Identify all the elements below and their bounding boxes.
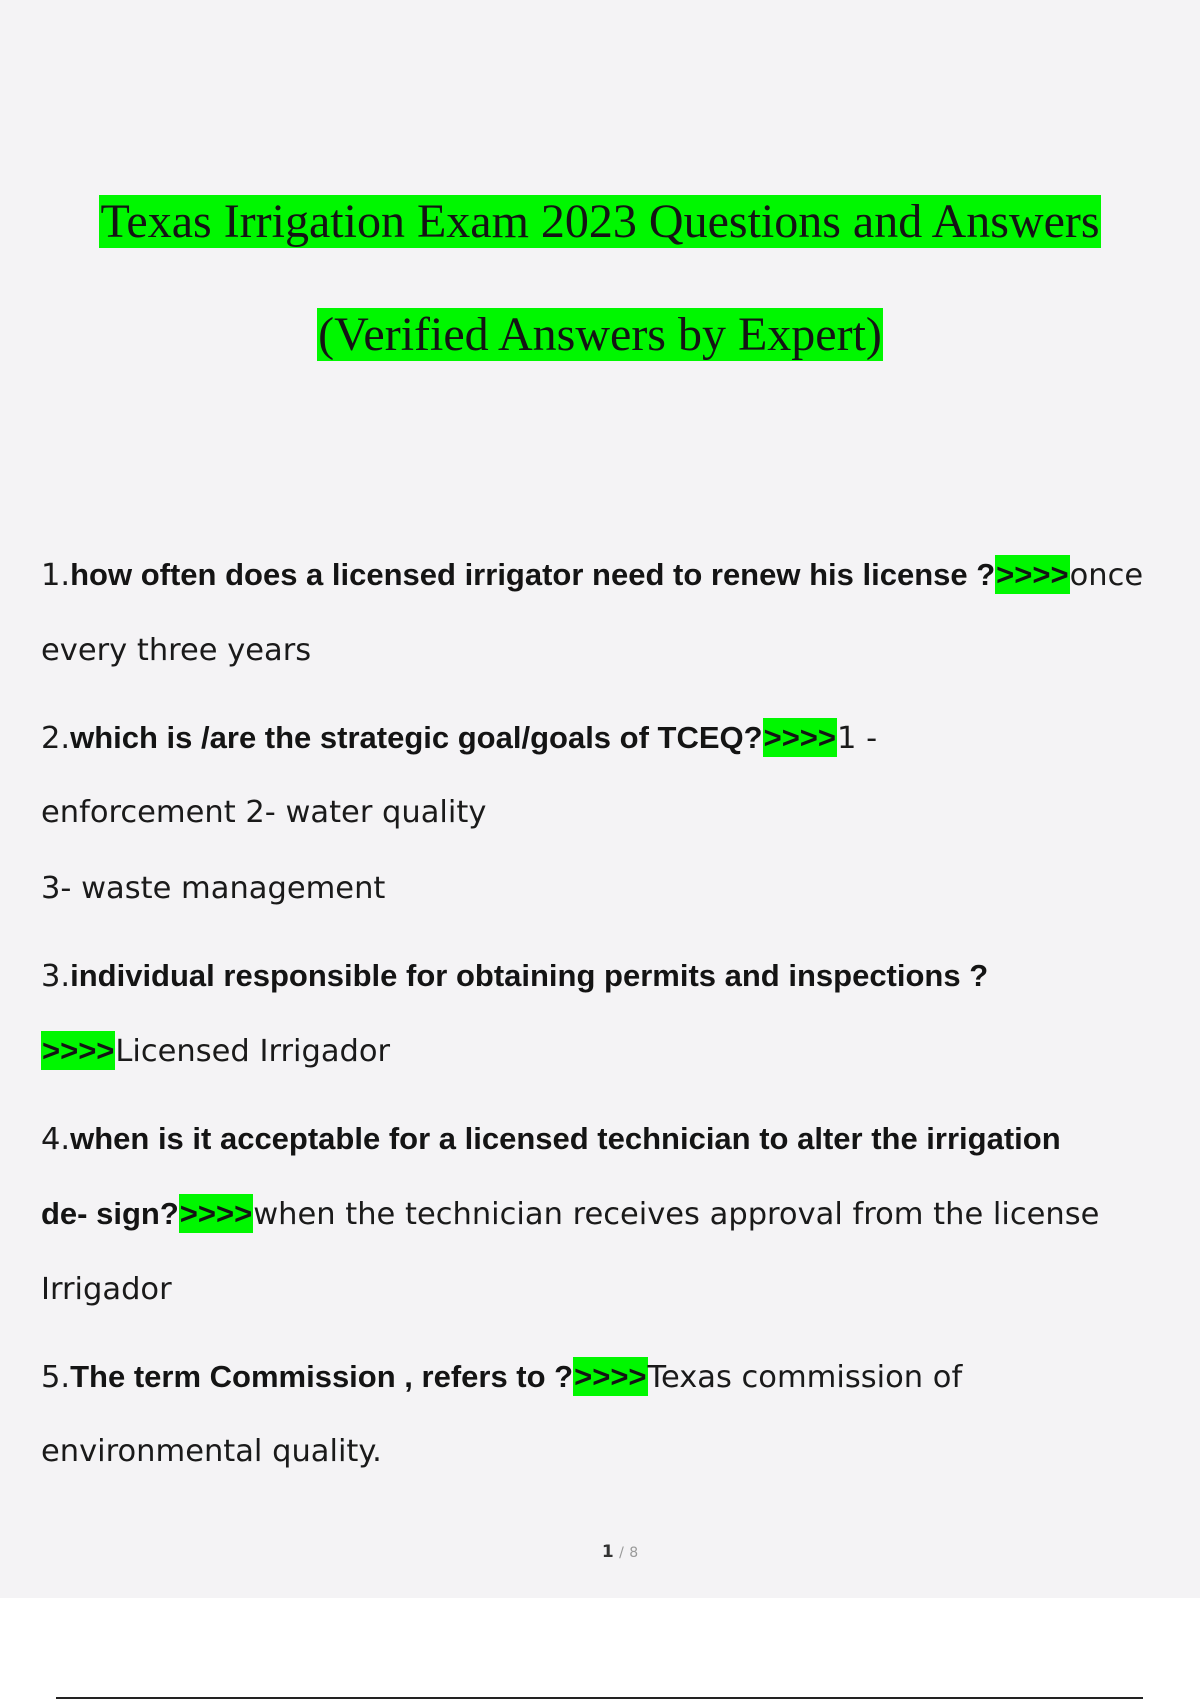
next-page-divider xyxy=(56,1697,1143,1699)
question-text: The term Commission , refers to ? xyxy=(70,1359,574,1394)
answer-text: once xyxy=(1069,558,1144,593)
answer-marker: >>>> xyxy=(996,557,1069,592)
answer-text: every three years xyxy=(41,633,312,668)
question-2-line-3 xyxy=(41,869,385,909)
current-page: 1 xyxy=(601,1542,614,1562)
question-number: 1. xyxy=(41,558,71,593)
total-pages: 8 xyxy=(629,1545,639,1561)
question-text: de- sign? xyxy=(41,1196,179,1231)
answer-text: when the technician receives approval from the license xyxy=(253,1197,1100,1232)
answer-text: 3- waste management xyxy=(41,871,386,906)
question-text: individual responsible for obtaining permits and inspections ? xyxy=(70,958,989,993)
question-2-line-2 xyxy=(41,793,486,833)
question-number: 4. xyxy=(41,1122,71,1157)
question-text: when is it acceptable for a licensed technician to alter the irrigation xyxy=(70,1121,1061,1156)
answer-text: Irrigador xyxy=(41,1272,172,1307)
answer-text: 1 - xyxy=(837,721,878,756)
question-number: 3. xyxy=(41,959,71,994)
question-number: 5. xyxy=(41,1360,71,1395)
question-1-line-2 xyxy=(41,631,311,671)
subtitle-highlight: (Verified Answers by Expert) xyxy=(318,308,882,361)
question-1-line-1 xyxy=(41,555,1143,596)
title-highlight: Texas Irrigation Exam 2023 Questions and Answers xyxy=(100,195,1100,248)
question-4-line-3 xyxy=(41,1270,172,1310)
answer-text: environmental quality. xyxy=(41,1434,382,1469)
answer-marker: >>>> xyxy=(42,1033,115,1068)
document-title-line-2 xyxy=(0,307,1200,363)
question-5-line-2 xyxy=(41,1432,382,1472)
answer-text: enforcement 2- water quality xyxy=(41,795,487,830)
page-separator: / xyxy=(619,1545,624,1561)
question-4-line-2 xyxy=(41,1194,1099,1235)
answer-marker: >>>> xyxy=(763,720,837,755)
question-text: which is /are the strategic goal/goals of TCEQ? xyxy=(70,720,763,755)
question-2-line-1 xyxy=(41,718,877,759)
answer-marker: >>>> xyxy=(574,1359,647,1394)
question-3-line-1 xyxy=(41,956,988,997)
question-text: how often does a licensed irrigator need to renew his license ? xyxy=(70,557,996,592)
answer-marker: >>>> xyxy=(179,1196,253,1231)
answer-text: Licensed Irrigador xyxy=(115,1034,391,1069)
document-title-line-1 xyxy=(0,194,1200,250)
question-3-line-2 xyxy=(41,1031,390,1072)
question-4-line-1 xyxy=(41,1119,1061,1160)
question-5-line-1 xyxy=(41,1357,962,1398)
answer-text: Texas commission of xyxy=(647,1360,963,1395)
page-number-indicator xyxy=(0,1542,1200,1562)
question-number: 2. xyxy=(41,721,71,756)
